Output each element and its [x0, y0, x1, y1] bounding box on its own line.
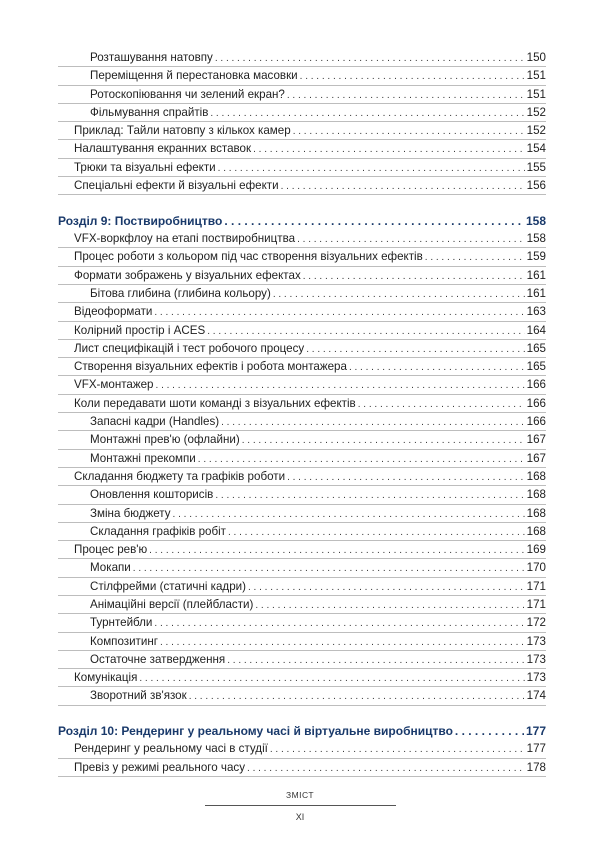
- toc-page-number: 168: [526, 524, 546, 538]
- dot-leader: [210, 105, 524, 122]
- toc-entry-title: Приклад: Тайли натовпу з кількох камер: [74, 124, 291, 138]
- toc-entry-title: Комунікація: [74, 671, 138, 685]
- toc-entry-title: Запасні кадри (Handles): [90, 415, 220, 429]
- dot-leader: [154, 615, 524, 632]
- toc-page-number: 174: [526, 689, 546, 703]
- toc-entry[interactable]: [58, 322, 546, 340]
- dot-leader: [215, 487, 524, 504]
- toc-block-chapter-10: [58, 722, 546, 777]
- toc-page-number: 158: [525, 214, 546, 229]
- toc-page-number: 173: [526, 671, 546, 685]
- section-gap: [58, 195, 546, 212]
- toc-page-number: 171: [526, 598, 546, 611]
- toc-page-number: 172: [526, 616, 546, 630]
- dot-leader: [300, 68, 525, 85]
- toc-entry-title: Процес роботи з кольором під час створення візуальних ефектів: [74, 250, 423, 264]
- toc-entry[interactable]: [58, 687, 546, 705]
- toc-page-number: 177: [525, 724, 546, 739]
- dot-leader: [287, 87, 525, 104]
- toc-entry[interactable]: [58, 651, 546, 669]
- toc-entry-title: Розділ 9: Поствиробництво: [58, 214, 223, 229]
- toc-entry-title: Лист специфікацій і тест робочого процесу: [74, 341, 305, 355]
- toc-entry[interactable]: [58, 486, 546, 504]
- dot-leader: [173, 506, 525, 523]
- toc-entry[interactable]: [58, 303, 546, 321]
- dot-leader: [281, 178, 525, 195]
- toc-entry-title: Мокапи: [90, 561, 131, 575]
- dot-leader: [358, 396, 525, 413]
- toc-entry-title: Трюки та візуальні ефекти: [74, 160, 216, 174]
- toc-entry-title: Рендеринг у реальному часі в студії: [74, 742, 268, 756]
- dot-leader: [287, 469, 525, 486]
- dot-leader: [224, 212, 524, 230]
- toc-entry-title: Бітова глибина (глибина кольору): [90, 286, 271, 300]
- toc-entry[interactable]: [58, 505, 546, 523]
- toc-entry[interactable]: [58, 67, 546, 85]
- toc-entry-title: VFX-воркфлоу на етапі поствиробництва: [74, 232, 296, 246]
- toc-page-number: 167: [526, 451, 546, 465]
- toc-entry-title: Монтажні прев'ю (офлайни): [90, 433, 240, 447]
- toc-entry-title: Коли передавати шоти команді з візуальних ефектів: [74, 396, 356, 410]
- dot-leader: [255, 597, 524, 614]
- toc-entry[interactable]: [58, 395, 546, 413]
- toc-page-number: 177: [526, 742, 546, 756]
- toc-entry[interactable]: [58, 267, 546, 285]
- toc-entry-title: Розділ 10: Рендеринг у реальному часі й віртуальне виробництво: [58, 724, 453, 739]
- toc-entry[interactable]: [58, 578, 546, 596]
- dot-leader: [133, 560, 525, 577]
- toc-entry-title: Складання бюджету та графіків роботи: [74, 469, 286, 483]
- dot-leader: [160, 634, 525, 651]
- toc-entry-title: Оновлення кошторисів: [90, 488, 214, 502]
- running-footer-section: ЗМІСТ: [285, 790, 315, 800]
- dot-leader: [270, 741, 525, 758]
- toc-page-number: 165: [526, 341, 546, 355]
- chapter-heading[interactable]: [58, 722, 546, 740]
- dot-leader: [303, 268, 525, 285]
- toc-page-number: 156: [526, 179, 546, 193]
- toc-entry[interactable]: [58, 49, 546, 67]
- dot-leader: [189, 688, 525, 705]
- dot-leader: [227, 652, 524, 669]
- toc-page-number: 152: [526, 124, 546, 138]
- toc-page-number: 154: [526, 142, 546, 156]
- dot-leader: [242, 432, 525, 449]
- toc-page-number: 164: [526, 323, 546, 337]
- toc-entry-title: Колірний простір і ACES: [74, 323, 206, 337]
- toc-page-number: 167: [526, 433, 546, 447]
- toc-entry[interactable]: [58, 230, 546, 248]
- toc-entry[interactable]: [58, 740, 546, 758]
- toc-page-number: 152: [526, 105, 546, 119]
- dot-leader: [297, 231, 525, 248]
- dot-leader: [349, 359, 525, 376]
- dot-leader: [248, 579, 525, 596]
- dot-leader: [273, 286, 525, 303]
- toc-entry-title: Турнтейбли: [90, 616, 153, 630]
- toc-entry[interactable]: [58, 759, 546, 777]
- toc-entry-title: VFX-монтажер: [74, 378, 154, 392]
- toc-entry[interactable]: [58, 468, 546, 486]
- toc-entry-title: Фільмування спрайтів: [90, 105, 209, 119]
- toc-page-number: 168: [526, 469, 546, 483]
- dot-leader: [218, 160, 525, 177]
- toc-entry[interactable]: [58, 669, 546, 687]
- toc-entry-title: Переміщення й перестановка масовки: [90, 69, 298, 83]
- toc-entry[interactable]: [58, 450, 546, 468]
- toc-page-number: 173: [526, 634, 546, 648]
- dot-leader: [247, 760, 525, 777]
- toc-page-number: 165: [526, 360, 546, 374]
- toc-page-number: 159: [526, 250, 546, 264]
- toc-block-chapter-9: [58, 212, 546, 706]
- toc-entry[interactable]: [58, 86, 546, 104]
- toc-entry-title: Превіз у режимі реального часу: [74, 760, 246, 774]
- dot-leader: [139, 670, 524, 687]
- toc-entry-title: Стілфрейми (статичні кадри): [90, 579, 246, 593]
- toc-page-number: 151: [526, 87, 546, 101]
- toc-entry[interactable]: [58, 358, 546, 376]
- toc-page-number: 163: [526, 305, 546, 319]
- toc-page-number: 166: [526, 396, 546, 410]
- toc-page-number: 170: [526, 561, 546, 575]
- toc-page-number: 161: [526, 286, 546, 300]
- toc-page-number: 151: [526, 69, 546, 83]
- dot-leader: [228, 524, 525, 541]
- dot-leader: [154, 304, 524, 321]
- dot-leader: [207, 323, 524, 340]
- chapter-heading[interactable]: [58, 212, 546, 230]
- toc-entry[interactable]: [58, 104, 546, 122]
- toc-entry[interactable]: [58, 177, 546, 195]
- toc-page-number: 166: [526, 415, 546, 429]
- toc-entry[interactable]: [58, 596, 546, 614]
- toc-entry-title: Зворотний зв'язок: [90, 689, 187, 703]
- toc-entry-title: Створення візуальних ефектів і робота монтажера: [74, 360, 347, 374]
- toc-page-number: 169: [526, 543, 546, 557]
- toc-entry[interactable]: [58, 340, 546, 358]
- toc-entry[interactable]: [58, 541, 546, 559]
- toc-entry[interactable]: [58, 122, 546, 140]
- toc-entry[interactable]: [58, 633, 546, 651]
- toc-entry-title: Складання графіків робіт: [90, 524, 226, 538]
- toc-entry[interactable]: [58, 559, 546, 577]
- toc-page-number: 168: [526, 488, 546, 502]
- dot-leader: [425, 249, 525, 266]
- toc-page-number: 155: [526, 160, 546, 174]
- footer-divider: [205, 805, 396, 806]
- toc-page-number: 161: [526, 268, 546, 282]
- dot-leader: [149, 542, 524, 559]
- toc-block-continued: [58, 49, 546, 195]
- toc-page-number: 166: [526, 378, 546, 392]
- table-of-contents: [58, 49, 546, 777]
- toc-entry-title: Налаштування екранних вставок: [74, 142, 252, 156]
- toc-entry[interactable]: [58, 431, 546, 449]
- toc-entry-title: Відеоформати: [74, 305, 153, 319]
- toc-entry[interactable]: [58, 376, 546, 394]
- toc-entry-title: Остаточне затвердження: [90, 652, 226, 666]
- toc-entry-title: Монтажні прекомпи: [90, 451, 196, 465]
- dot-leader: [156, 377, 525, 394]
- page-number: XI: [295, 812, 305, 822]
- toc-entry-title: Спеціальні ефекти й візуальні ефекти: [74, 179, 279, 193]
- dot-leader: [455, 722, 524, 740]
- toc-entry-title: Розташування натовпу: [90, 51, 213, 64]
- toc-entry[interactable]: [58, 248, 546, 266]
- toc-entry[interactable]: [58, 285, 546, 303]
- toc-page-number: 158: [526, 232, 546, 246]
- section-gap: [58, 706, 546, 723]
- toc-page-number: 178: [526, 760, 546, 774]
- dot-leader: [198, 451, 525, 468]
- toc-page-number: 173: [526, 652, 546, 666]
- toc-entry-title: Формати зображень у візуальних ефектах: [74, 268, 301, 282]
- toc-entry-title: Процес рев'ю: [74, 543, 148, 557]
- toc-entry-title: Анімаційні версії (плейбласти): [90, 598, 254, 611]
- dot-leader: [221, 414, 525, 431]
- toc-entry[interactable]: [58, 140, 546, 158]
- toc-entry-title: Зміна бюджету: [90, 506, 171, 520]
- toc-page-number: 150: [526, 51, 546, 64]
- toc-entry-title: Композитинг: [90, 634, 158, 648]
- toc-page-number: 168: [526, 506, 546, 520]
- toc-entry-title: Ротоскопіювання чи зелений екран?: [90, 87, 285, 101]
- dot-leader: [253, 141, 525, 158]
- toc-entry[interactable]: [58, 614, 546, 632]
- toc-page-number: 171: [526, 579, 546, 593]
- toc-entry[interactable]: [58, 159, 546, 177]
- toc-entry[interactable]: [58, 413, 546, 431]
- dot-leader: [293, 123, 525, 140]
- dot-leader: [306, 341, 524, 358]
- toc-entry[interactable]: [58, 523, 546, 541]
- dot-leader: [215, 50, 525, 67]
